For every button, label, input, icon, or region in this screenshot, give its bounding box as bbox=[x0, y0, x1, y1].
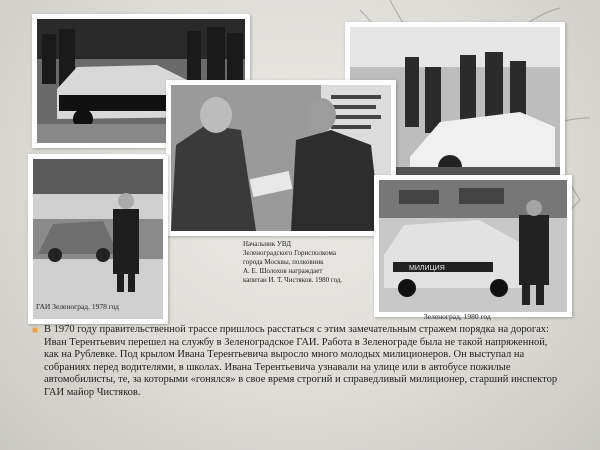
photo-police-car bbox=[374, 175, 572, 317]
caption-zelenograd-1980: Зеленоград, 1980 год bbox=[424, 312, 491, 321]
body-paragraph bbox=[32, 324, 564, 399]
caption-award: Начальник УВД Зеленоградского Горисполкома города Москвы, полковник А. Е. Шолохов награждает капитан И. Т. Чистяков. 1980 год. bbox=[243, 240, 343, 284]
caption-gai-1978: ГАИ Зеленоград. 1978 год bbox=[36, 302, 119, 311]
photo-traffic-officer bbox=[28, 154, 168, 324]
paragraph-text: В 1970 году правительственной трассе пришлось расстаться с этим замечательным стражем порядка на дорогах: Иван Терентьевич перешел на службу в Зеленоградское ГАИ. Работа в Зеленограде была не такой напряженной, как на Рублевке. Под крылом Ивана Терентьевича выросло много молодых милиционеров. Он выступал на собраниях перед водителями, в школах. Ивана Терентьевича узнавали на улице или в автобусе пожилые автомобилисты, те, за которыми «гонялся» в свое время строгий и справедливый милиционер, старший инспектор ГАИ майор Чистяков. bbox=[44, 324, 558, 398]
photo-award-ceremony bbox=[166, 80, 396, 236]
bullet-icon: ■ bbox=[32, 325, 39, 336]
car-door-text: МИЛИЦИЯ bbox=[409, 265, 445, 272]
